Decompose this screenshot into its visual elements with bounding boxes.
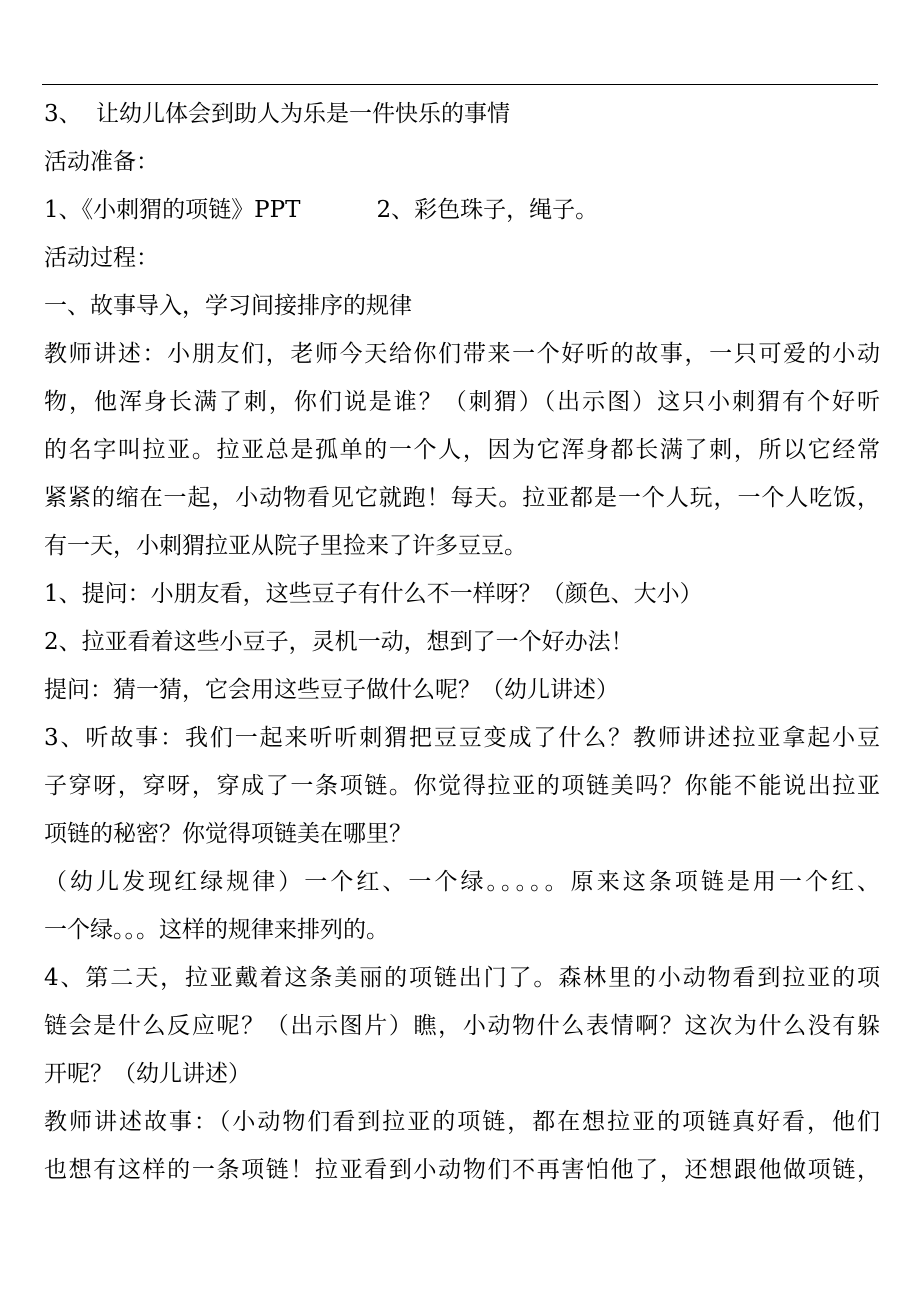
paragraph-line: 教师讲述：小朋友们，老师今天给你们带来一个好听的故事，一只可爱的小动 (44, 341, 880, 367)
paragraph-line: （幼儿发现红绿规律）一个红、一个绿。。。。。原来这条项链是用一个红、 (44, 869, 880, 895)
paragraph-line: 2、拉亚看着这些小豆子，灵机一动，想到了一个好办法！ (44, 629, 634, 655)
paragraph-line: 子穿呀，穿呀，穿成了一条项链。你觉得拉亚的项链美吗？你能不能说出拉亚 (44, 773, 880, 799)
paragraph-line: 开呢？（幼儿讲述） (44, 1061, 251, 1087)
paragraph-line: 物，他浑身长满了刺，你们说是谁？（刺猬）（出示图）这只小刺猬有个好听 (44, 389, 880, 415)
paragraph-line: 4、第二天，拉亚戴着这条美丽的项链出门了。森林里的小动物看到拉亚的项 (44, 965, 880, 991)
header-rule (42, 84, 878, 85)
paragraph-line: 链会是什么反应呢？（出示图片）瞧，小动物什么表情啊？这次为什么没有躲 (44, 1013, 880, 1039)
paragraph-line: 有一天，小刺猬拉亚从院子里捡来了许多豆豆。 (44, 533, 527, 559)
preparation-item-2: 2、彩色珠子，绳子。 (376, 197, 599, 223)
document-body (44, 90, 880, 1194)
paragraph-line: 的名字叫拉亚。拉亚总是孤单的一个人，因为它浑身都长满了刺，所以它经常 (44, 437, 880, 463)
paragraph-line: 教师讲述故事：（小动物们看到拉亚的项链，都在想拉亚的项链真好看，他们 (44, 1109, 880, 1135)
paragraph-line: 也想有这样的一条项链！拉亚看到小动物们不再害怕他了，还想跟他做项链， (44, 1157, 880, 1183)
preparation-items (44, 186, 880, 234)
paragraph-line: 一、故事导入，学习间接排序的规律 (44, 293, 412, 319)
paragraph-line: 1、提问：小朋友看，这些豆子有什么不一样呀？（颜色、大小） (44, 581, 703, 607)
paragraph-line: 提问：猜一猜，它会用这些豆子做什么呢？（幼儿讲述） (44, 677, 619, 703)
paragraph-line: 3、听故事：我们一起来听听刺猬把豆豆变成了什么？教师讲述拉亚拿起小豆 (44, 725, 880, 751)
paragraph-line: 一个绿。。。这样的规律来排列的。 (44, 917, 389, 943)
section-heading-preparation: 活动准备： (44, 149, 159, 175)
section-heading-process: 活动过程： (44, 245, 159, 271)
goal-text: 让幼儿体会到助人为乐是一件快乐的事情 (96, 101, 510, 127)
paragraph-line: 项链的秘密？你觉得项链美在哪里？ (44, 821, 412, 847)
goal-item-3 (44, 90, 880, 138)
preparation-item-1: 1、《小刺猬的项链》PPT (44, 197, 301, 223)
paragraph-line: 紧紧的缩在一起，小动物看见它就跑！每天。拉亚都是一个人玩，一个人吃饭， (44, 485, 880, 511)
goal-number: 3、 (44, 101, 82, 127)
